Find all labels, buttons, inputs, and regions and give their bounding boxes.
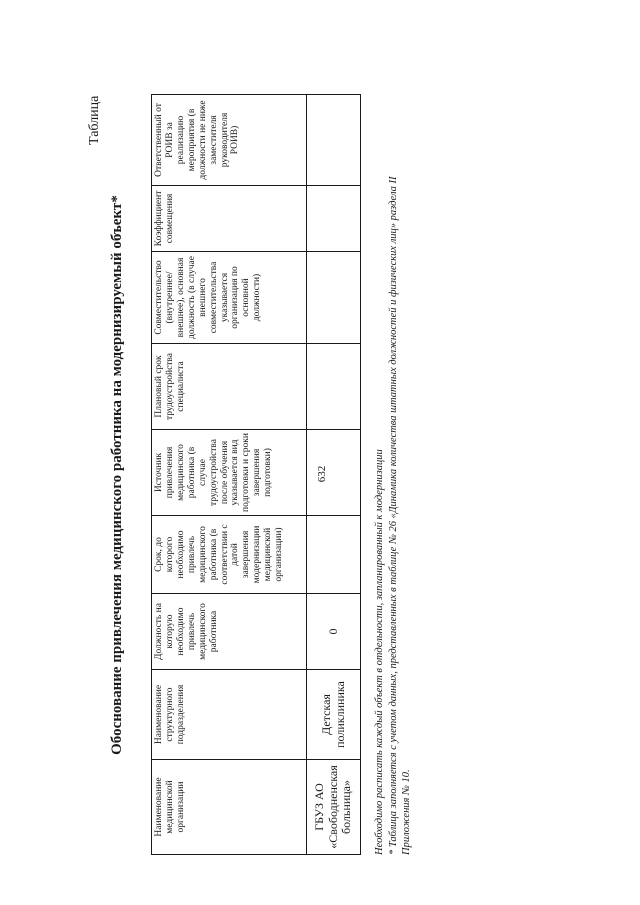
footnote-line: Необходимо расписать каждый объект в отдельности, запланированный к модернизации — [374, 449, 385, 855]
table-cell — [307, 95, 361, 186]
table-row — [307, 95, 361, 855]
page-number: 632 — [316, 465, 328, 483]
table-cell — [307, 186, 361, 252]
header-cell: Наименование структурного подразделения — [152, 670, 307, 760]
table-label: Таблица — [87, 95, 102, 145]
table-cell: ГБУЗ АО «Свободненская больница» — [307, 760, 361, 855]
header-cell: Плановый срок трудоустройства специалиста — [152, 344, 307, 430]
header-cell: Срок, до которого необходимо привлечь медицинского работника (в соответствии с датой завершения модернизации медицинской организации) — [152, 516, 307, 594]
header-cell: Источник привлечения медицинского работника (в случае трудоустройства после обучения указывается вид подготовки и сроки завершения подготовки) — [152, 430, 307, 516]
table-cell — [307, 516, 361, 594]
footnote-line: * Таблица заполняется с учетом данных, представленных в таблице № 26 «Динамика количества штатных должностей и физических лиц» раздела II — [387, 176, 399, 855]
table-cell — [307, 252, 361, 344]
justification-table — [151, 94, 361, 855]
footnotes — [373, 95, 414, 855]
header-cell: Коэффициент совмещения — [152, 186, 307, 252]
table-cell — [307, 430, 361, 516]
header-cell: Наименование медицинской организации — [152, 760, 307, 855]
header-cell: Должность на которую необходимо привлечь медицинского работника — [152, 594, 307, 670]
header-cell: Ответственный от РОИВ за реализацию мероприятия (в должности не ниже заместителя руководителя РОИВ) — [152, 95, 307, 186]
table-cell — [307, 344, 361, 430]
header-cell: Совместительство (внутреннее/внешнее), основная должность (в случае внешнего совместительства указывается организация по основной должности) — [152, 252, 307, 344]
table-header-row — [152, 95, 307, 855]
table-cell: 0 — [307, 594, 361, 670]
table-cell: Детская поликлиника — [307, 670, 361, 760]
footnote-line: Приложения № 10. — [401, 769, 413, 855]
page-title: Обоснование привлечения медицинского работника на модернизируемый объект* — [109, 195, 125, 755]
rotated-content — [87, 95, 605, 855]
